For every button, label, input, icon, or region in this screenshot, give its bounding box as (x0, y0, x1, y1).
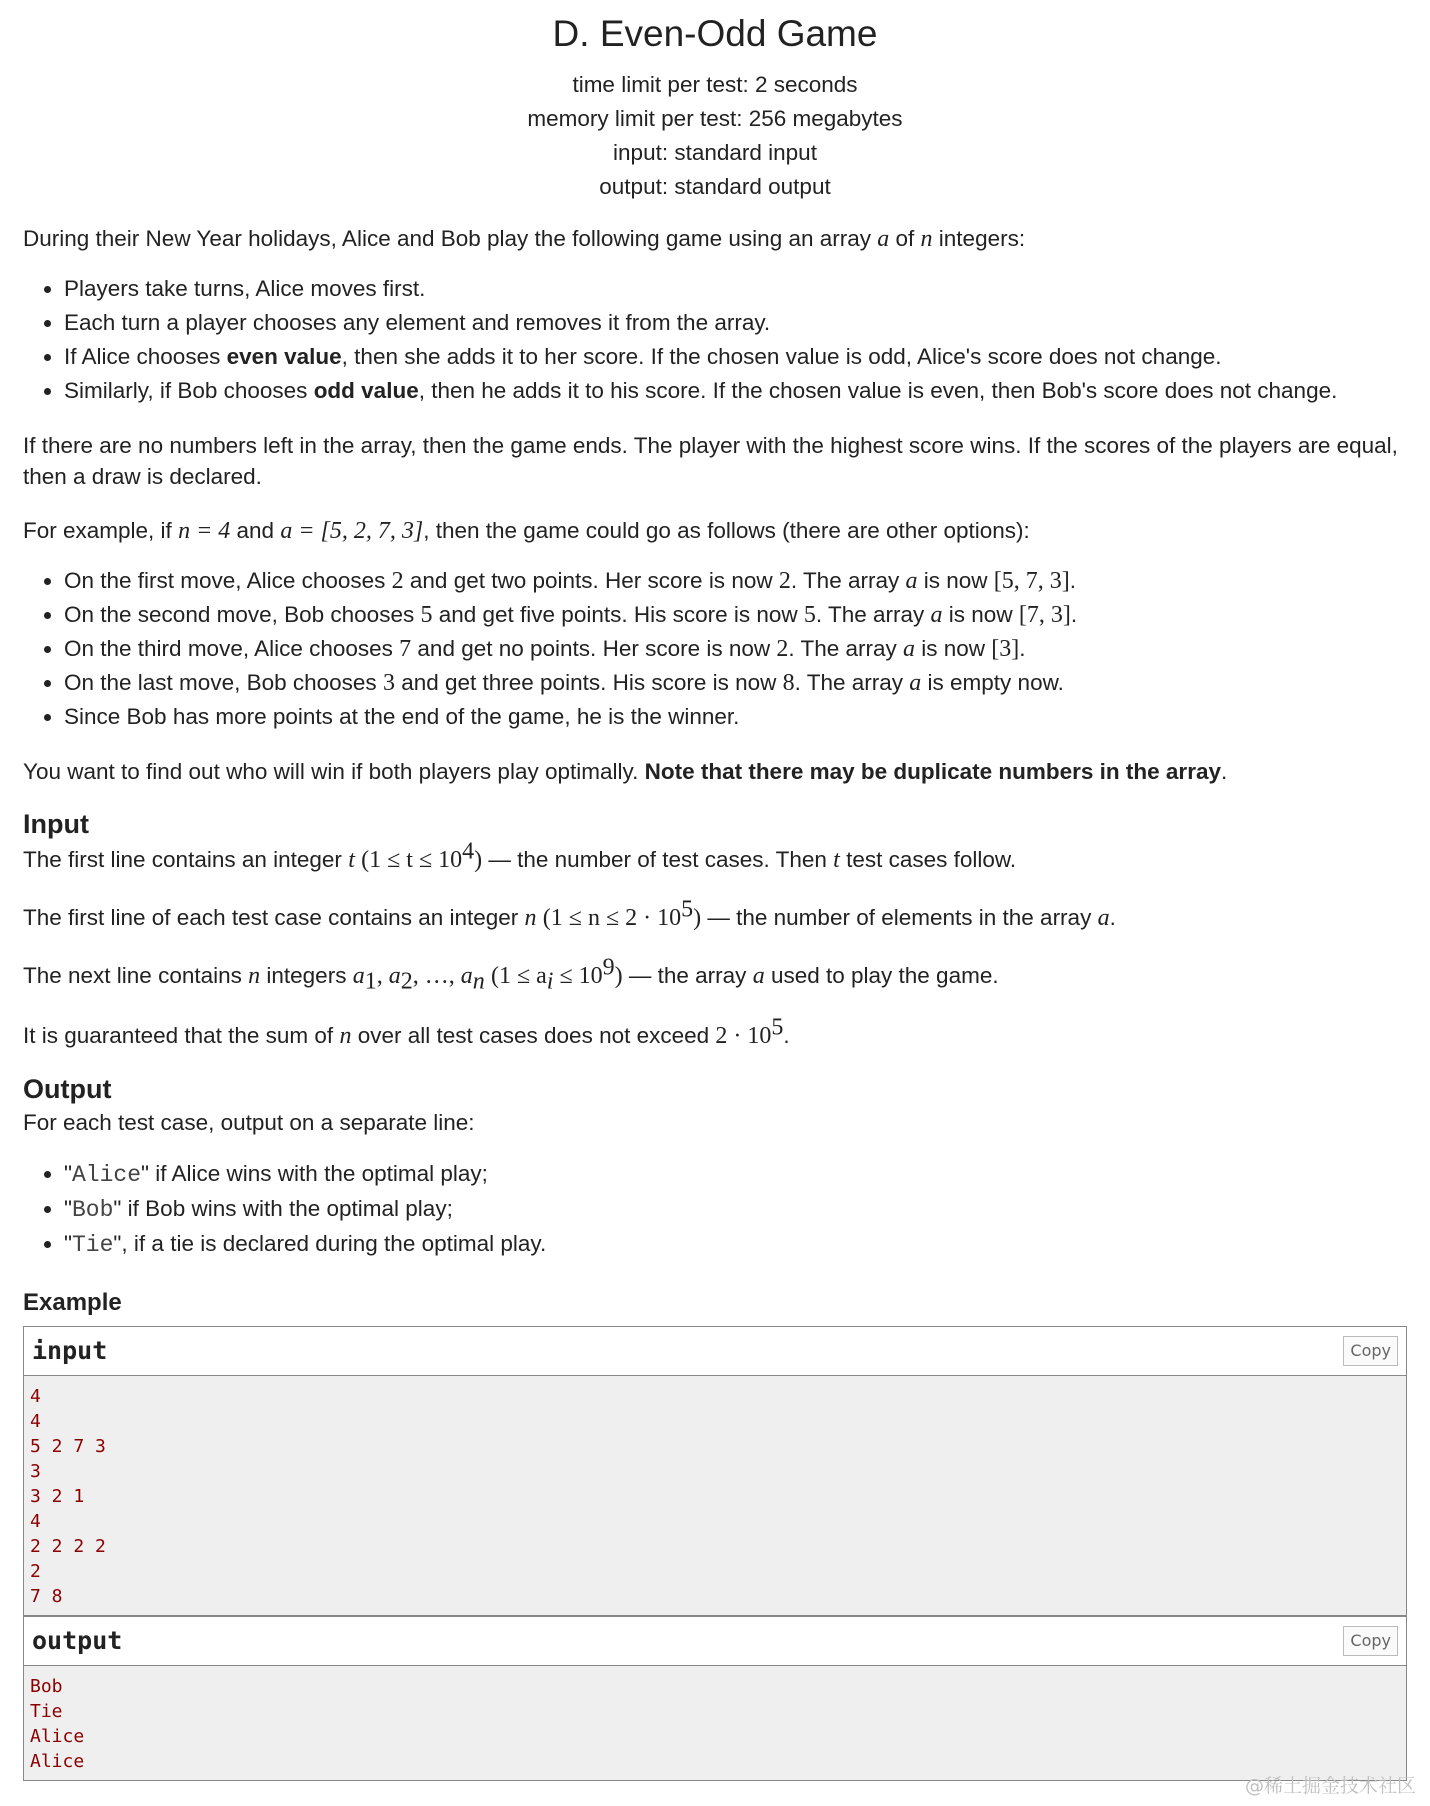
input-line-2: The first line of each test case contains an integer n $(1 \le n \le 2 \cdot 10^5)$ — the number of elements in the array a. (23, 896, 1116, 931)
list-item: • On the last move, Bob chooses 3 and get three points. His score is now 8. The array a is empty now. (64, 666, 1407, 700)
problem-statement (23, 0, 1407, 1781)
output-box-title: output (32, 1626, 123, 1656)
list-item: • On the second move, Bob chooses 5 and get five points. His score is now 5. The array a is now [7, 3]. (64, 598, 1407, 632)
list-item: • On the third move, Alice chooses 7 and get no points. Her score is now 2. The array a is now [3]. (64, 632, 1407, 666)
list-item: • Since Bob has more points at the end of the game, he is the winner. (64, 700, 1407, 734)
copy-output-button[interactable]: Copy (1343, 1626, 1398, 1656)
sample-tests (23, 1286, 1407, 1781)
input-line-1: The first line contains an integer t $(1 \le t \le 10^4)$ — the number of test cases. Then t test cases follow. (23, 838, 1017, 873)
input-section-title: Input (23, 809, 89, 840)
end-paragraph: If there are no numbers left in the array, then the game ends. The player with the highest score wins. If the scores of the players are equal, then a draw is declared. (23, 433, 1398, 490)
output-list (23, 1157, 1407, 1262)
copy-input-button[interactable]: Copy (1343, 1336, 1398, 1366)
example-title: Example (23, 1289, 122, 1317)
sample-output[interactable]: Bob Tie Alice Alice (24, 1666, 1406, 1780)
input-line-3: The next line contains n integers $a_1$, $a_2$, …, $a_n$ $(1 \le a_i \le 10^9)$ — the array a used to play the game. (23, 954, 999, 995)
time-limit: time limit per test: 2 seconds (572, 72, 858, 98)
list-item: • On the first move, Alice chooses 2 and get two points. Her score is now 2. The array a is now [5, 7, 3]. (64, 564, 1407, 598)
list-item: • "Alice" if Alice wins with the optimal play; (64, 1157, 1407, 1192)
output-specification (23, 1071, 1407, 1262)
input-line-4: It is guaranteed that the sum of n over all test cases does not exceed $2 \cdot 10^5$. (23, 1014, 790, 1049)
memory-limit: memory limit per test: 256 megabytes (527, 106, 903, 132)
problem-header (23, 0, 1407, 204)
list-item: • Similarly, if Bob chooses odd value, then he adds it to his score. If the chosen value is even, then Bob's score does not change. (64, 374, 1407, 408)
rules-list (23, 272, 1407, 408)
output-box-header (24, 1617, 1406, 1666)
input-box-header (24, 1327, 1406, 1376)
list-item: • Each turn a player chooses any element and removes it from the array. (64, 306, 1407, 340)
example-paragraph: For example, if n = 4 and a = [5, 2, 7, 3], then the game could go as follows (there are other options): (23, 518, 1030, 545)
output-file: output: standard output (599, 174, 831, 200)
output-section-title: Output (23, 1073, 112, 1104)
input-specification (23, 806, 1407, 1053)
input-box-title: input (32, 1336, 108, 1366)
list-item: • If Alice chooses even value, then she adds it to her score. If the chosen value is odd, Alice's score does not change. (64, 340, 1407, 374)
watermark: @稀土掘金技术社区 (1244, 1775, 1416, 1798)
input-file: input: standard input (613, 140, 817, 166)
legend (23, 222, 1407, 788)
moves-list (23, 564, 1407, 734)
sample-box (23, 1326, 1407, 1781)
list-item: • "Tie", if a tie is declared during the optimal play. (64, 1227, 1407, 1262)
output-intro: For each test case, output on a separate line: (23, 1110, 475, 1136)
goal-paragraph: You want to find out who will win if both players play optimally. Note that there may be duplicate numbers in the array. (23, 759, 1228, 785)
sample-input[interactable]: 4 4 5 2 7 3 3 3 2 1 4 2 2 2 2 2 7 8 (24, 1376, 1406, 1617)
problem-title: D. Even-Odd Game (552, 13, 878, 54)
intro-paragraph: During their New Year holidays, Alice and Bob play the following game using an array a of n integers: (23, 226, 1026, 253)
list-item: • Players take turns, Alice moves first. (64, 272, 1407, 306)
list-item: • "Bob" if Bob wins with the optimal play; (64, 1192, 1407, 1227)
